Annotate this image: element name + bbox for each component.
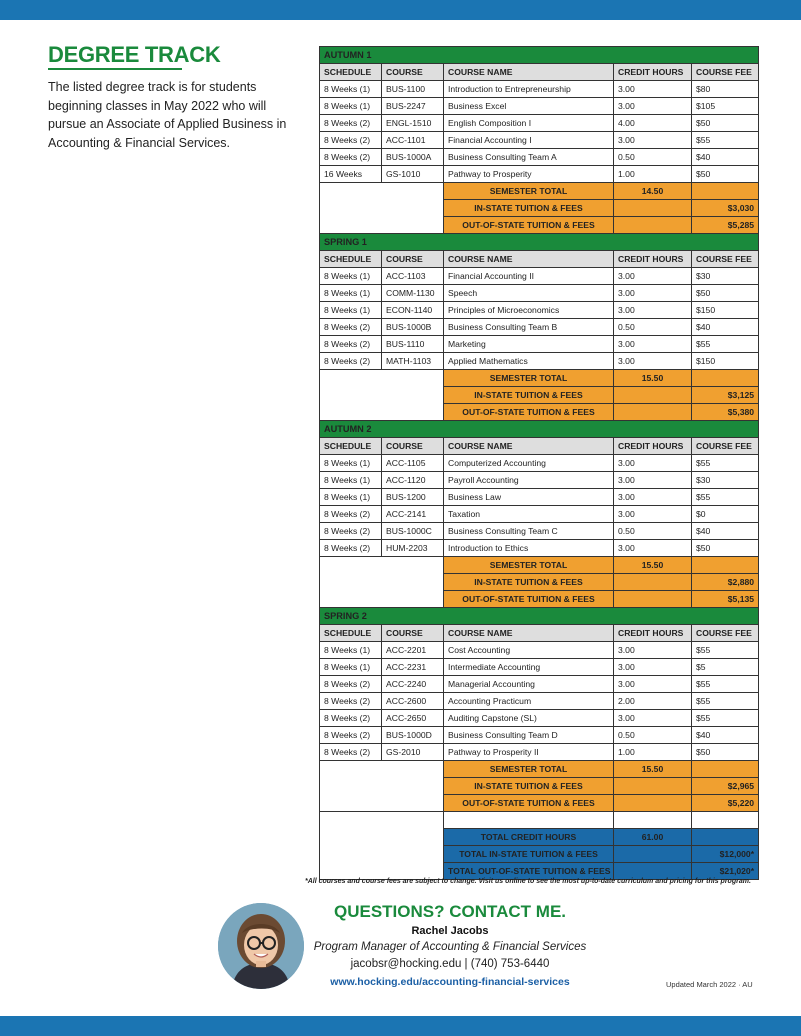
course-fee-cell: $55 (692, 710, 759, 727)
course-name-cell: Business Consulting Team B (444, 319, 614, 336)
credit-hours-cell: 0.50 (614, 523, 692, 540)
table-row (320, 149, 759, 166)
table-row (320, 319, 759, 336)
course-code-cell: ACC-2240 (382, 676, 444, 693)
schedule-cell: 8 Weeks (1) (320, 642, 382, 659)
course-fee-cell: $55 (692, 693, 759, 710)
out-state-label: OUT-OF-STATE TUITION & FEES (444, 591, 614, 608)
course-name-cell: Pathway to Prosperity (444, 166, 614, 183)
course-fee-cell: $40 (692, 149, 759, 166)
credit-hours-cell: 3.00 (614, 302, 692, 319)
column-header-course-name: COURSE NAME (444, 251, 614, 268)
out-state-label: OUT-OF-STATE TUITION & FEES (444, 795, 614, 812)
disclaimer-note: *All courses and course fees are subject to change. Visit us online to see the most up-to-date curriculum and pricing for this program. (305, 878, 751, 885)
course-code-cell: ACC-1105 (382, 455, 444, 472)
course-fee-cell: $30 (692, 268, 759, 285)
course-fee-cell: $50 (692, 540, 759, 557)
empty-total-cell (614, 591, 692, 608)
schedule-cell: 8 Weeks (2) (320, 336, 382, 353)
in-state-value: $2,880 (692, 574, 759, 591)
credit-hours-cell: 3.00 (614, 710, 692, 727)
contact-role: Program Manager of Accounting & Financial Services (313, 941, 587, 953)
contact-avatar (218, 903, 304, 989)
empty-total-cell (692, 183, 759, 200)
table-row (320, 540, 759, 557)
contact-email-phone[interactable]: jacobsr@hocking.edu | (740) 753-6440 (350, 958, 550, 970)
semester-title: SPRING 2 (320, 608, 759, 625)
schedule-cell: 8 Weeks (1) (320, 302, 382, 319)
course-name-cell: Business Consulting Team C (444, 523, 614, 540)
schedule-cell: 8 Weeks (1) (320, 489, 382, 506)
course-name-cell: Pathway to Prosperity II (444, 744, 614, 761)
semester-total-row (320, 557, 759, 574)
grand-total-label: TOTAL IN-STATE TUITION & FEES (444, 846, 614, 863)
course-name-cell: Intermediate Accounting (444, 659, 614, 676)
schedule-cell: 16 Weeks (320, 166, 382, 183)
course-name-cell: Business Consulting Team D (444, 727, 614, 744)
schedule-cell: 8 Weeks (2) (320, 319, 382, 336)
schedule-cell: 8 Weeks (1) (320, 472, 382, 489)
table-row (320, 268, 759, 285)
course-code-cell: ACC-2231 (382, 659, 444, 676)
table-row (320, 353, 759, 370)
course-fee-cell: $40 (692, 523, 759, 540)
grand-total-fee (692, 829, 759, 846)
credit-hours-cell: 3.00 (614, 353, 692, 370)
course-name-cell: Cost Accounting (444, 642, 614, 659)
course-code-cell: BUS-1100 (382, 81, 444, 98)
semester-header (320, 234, 759, 251)
table-row (320, 472, 759, 489)
column-header-credit-hours: CREDIT HOURS (614, 64, 692, 81)
table-row (320, 676, 759, 693)
semester-total-value: 15.50 (614, 761, 692, 778)
blank-cell (444, 812, 614, 829)
credit-hours-cell: 3.00 (614, 98, 692, 115)
schedule-cell: 8 Weeks (1) (320, 285, 382, 302)
course-name-cell: Business Law (444, 489, 614, 506)
in-state-label: IN-STATE TUITION & FEES (444, 778, 614, 795)
credit-hours-cell: 3.00 (614, 659, 692, 676)
table-row (320, 455, 759, 472)
schedule-cell: 8 Weeks (2) (320, 710, 382, 727)
schedule-cell: 8 Weeks (2) (320, 149, 382, 166)
column-header-course-code: COURSE (382, 64, 444, 81)
column-header-credit-hours: CREDIT HOURS (614, 625, 692, 642)
course-name-cell: Payroll Accounting (444, 472, 614, 489)
column-header-schedule: SCHEDULE (320, 251, 382, 268)
column-header-schedule: SCHEDULE (320, 625, 382, 642)
course-name-cell: Computerized Accounting (444, 455, 614, 472)
schedule-cell: 8 Weeks (2) (320, 506, 382, 523)
course-code-cell: GS-1010 (382, 166, 444, 183)
grand-total-label: TOTAL OUT-OF-STATE TUITION & FEES (444, 863, 614, 880)
degree-track-table (319, 46, 759, 880)
credit-hours-cell: 3.00 (614, 489, 692, 506)
course-name-cell: Auditing Capstone (SL) (444, 710, 614, 727)
schedule-cell: 8 Weeks (2) (320, 353, 382, 370)
empty-total-cell (692, 557, 759, 574)
blank-cell (692, 812, 759, 829)
credit-hours-cell: 3.00 (614, 285, 692, 302)
course-name-cell: Speech (444, 285, 614, 302)
empty-total-cell (692, 370, 759, 387)
course-name-cell: Financial Accounting II (444, 268, 614, 285)
out-state-value: $5,135 (692, 591, 759, 608)
credit-hours-cell: 3.00 (614, 676, 692, 693)
table-row (320, 693, 759, 710)
column-header-credit-hours: CREDIT HOURS (614, 438, 692, 455)
course-fee-cell: $30 (692, 472, 759, 489)
course-fee-cell: $150 (692, 302, 759, 319)
course-code-cell: ENGL-1510 (382, 115, 444, 132)
credit-hours-cell: 3.00 (614, 455, 692, 472)
table-row (320, 710, 759, 727)
schedule-cell: 8 Weeks (2) (320, 540, 382, 557)
course-fee-cell: $105 (692, 98, 759, 115)
semester-header (320, 47, 759, 64)
course-code-cell: BUS-1000C (382, 523, 444, 540)
semester-title: AUTUMN 2 (320, 421, 759, 438)
semester-total-label: SEMESTER TOTAL (444, 370, 614, 387)
course-fee-cell: $50 (692, 115, 759, 132)
in-state-value: $3,125 (692, 387, 759, 404)
column-header-row (320, 438, 759, 455)
column-header-schedule: SCHEDULE (320, 438, 382, 455)
course-fee-cell: $55 (692, 642, 759, 659)
course-fee-cell: $55 (692, 676, 759, 693)
title-underline (48, 68, 182, 70)
semester-total-label: SEMESTER TOTAL (444, 183, 614, 200)
semester-title: SPRING 1 (320, 234, 759, 251)
contact-heading: QUESTIONS? CONTACT ME. (333, 902, 566, 921)
column-header-course-code: COURSE (382, 251, 444, 268)
course-name-cell: Business Consulting Team A (444, 149, 614, 166)
in-state-value: $2,965 (692, 778, 759, 795)
column-header-row (320, 625, 759, 642)
course-name-cell: Business Excel (444, 98, 614, 115)
person-photo-icon (218, 903, 304, 989)
out-state-value: $5,380 (692, 404, 759, 421)
course-name-cell: Accounting Practicum (444, 693, 614, 710)
empty-total-cell (614, 200, 692, 217)
in-state-label: IN-STATE TUITION & FEES (444, 200, 614, 217)
table-row (320, 489, 759, 506)
course-fee-cell: $50 (692, 744, 759, 761)
credit-hours-cell: 4.00 (614, 115, 692, 132)
grand-total-fee: $12,000* (692, 846, 759, 863)
grand-total-credit (614, 846, 692, 863)
semester-total-value: 14.50 (614, 183, 692, 200)
course-name-cell: Introduction to Entrepreneurship (444, 81, 614, 98)
course-fee-cell: $40 (692, 319, 759, 336)
course-code-cell: BUS-2247 (382, 98, 444, 115)
course-fee-cell: $150 (692, 353, 759, 370)
course-fee-cell: $5 (692, 659, 759, 676)
credit-hours-cell: 3.00 (614, 642, 692, 659)
in-state-label: IN-STATE TUITION & FEES (444, 574, 614, 591)
table-row (320, 336, 759, 353)
grand-total-credit: 61.00 (614, 829, 692, 846)
semester-total-row (320, 183, 759, 200)
column-header-course-name: COURSE NAME (444, 64, 614, 81)
course-code-cell: ACC-2600 (382, 693, 444, 710)
semester-header (320, 608, 759, 625)
table-row (320, 285, 759, 302)
table-row (320, 523, 759, 540)
column-header-course-code: COURSE (382, 438, 444, 455)
column-header-course-fee: COURSE FEE (692, 625, 759, 642)
column-header-course-name: COURSE NAME (444, 625, 614, 642)
course-code-cell: BUS-1200 (382, 489, 444, 506)
credit-hours-cell: 2.00 (614, 693, 692, 710)
empty-total-cell (692, 761, 759, 778)
course-name-cell: Managerial Accounting (444, 676, 614, 693)
column-header-course-fee: COURSE FEE (692, 438, 759, 455)
course-code-cell: BUS-1000B (382, 319, 444, 336)
schedule-cell: 8 Weeks (2) (320, 676, 382, 693)
course-fee-cell: $50 (692, 285, 759, 302)
course-code-cell: ECON-1140 (382, 302, 444, 319)
table-row (320, 115, 759, 132)
course-code-cell: ACC-2141 (382, 506, 444, 523)
table-row (320, 642, 759, 659)
out-state-label: OUT-OF-STATE TUITION & FEES (444, 217, 614, 234)
blank-cell (320, 183, 444, 234)
schedule-cell: 8 Weeks (1) (320, 268, 382, 285)
column-header-row (320, 251, 759, 268)
blank-cell (320, 370, 444, 421)
grand-total-credit (614, 863, 692, 880)
column-header-course-fee: COURSE FEE (692, 251, 759, 268)
out-state-value: $5,285 (692, 217, 759, 234)
course-code-cell: HUM-2203 (382, 540, 444, 557)
blank-cell (320, 761, 444, 812)
schedule-cell: 8 Weeks (2) (320, 523, 382, 540)
credit-hours-cell: 3.00 (614, 268, 692, 285)
credit-hours-cell: 3.00 (614, 132, 692, 149)
table-row (320, 744, 759, 761)
semester-total-row (320, 370, 759, 387)
column-header-row (320, 64, 759, 81)
course-fee-cell: $55 (692, 455, 759, 472)
course-fee-cell: $0 (692, 506, 759, 523)
course-code-cell: ACC-1120 (382, 472, 444, 489)
schedule-cell: 8 Weeks (2) (320, 115, 382, 132)
table-row (320, 659, 759, 676)
empty-total-cell (614, 795, 692, 812)
column-header-credit-hours: CREDIT HOURS (614, 251, 692, 268)
semester-total-label: SEMESTER TOTAL (444, 557, 614, 574)
course-code-cell: ACC-1103 (382, 268, 444, 285)
page-title: DEGREE TRACK (48, 42, 221, 67)
course-code-cell: MATH-1103 (382, 353, 444, 370)
credit-hours-cell: 1.00 (614, 744, 692, 761)
column-header-course-code: COURSE (382, 625, 444, 642)
empty-total-cell (614, 778, 692, 795)
course-code-cell: GS-2010 (382, 744, 444, 761)
schedule-cell: 8 Weeks (2) (320, 727, 382, 744)
credit-hours-cell: 3.00 (614, 472, 692, 489)
semester-total-row (320, 761, 759, 778)
course-fee-cell: $80 (692, 81, 759, 98)
course-fee-cell: $55 (692, 336, 759, 353)
semester-title: AUTUMN 1 (320, 47, 759, 64)
table-row (320, 727, 759, 744)
schedule-cell: 8 Weeks (1) (320, 98, 382, 115)
spacer-row (320, 812, 759, 829)
schedule-cell: 8 Weeks (1) (320, 81, 382, 98)
program-website-link[interactable]: www.hocking.edu/accounting-financial-services (330, 976, 570, 988)
updated-date: Updated March 2022 · AU (666, 980, 753, 989)
empty-total-cell (614, 574, 692, 591)
in-state-label: IN-STATE TUITION & FEES (444, 387, 614, 404)
table-row (320, 506, 759, 523)
course-name-cell: Marketing (444, 336, 614, 353)
course-name-cell: Financial Accounting I (444, 132, 614, 149)
empty-total-cell (614, 217, 692, 234)
course-name-cell: Applied Mathematics (444, 353, 614, 370)
course-name-cell: Introduction to Ethics (444, 540, 614, 557)
table-row (320, 98, 759, 115)
credit-hours-cell: 0.50 (614, 727, 692, 744)
credit-hours-cell: 3.00 (614, 540, 692, 557)
course-fee-cell: $55 (692, 132, 759, 149)
table-row (320, 81, 759, 98)
course-fee-cell: $50 (692, 166, 759, 183)
course-code-cell: COMM-1130 (382, 285, 444, 302)
table-row (320, 132, 759, 149)
bottom-banner-bar (0, 1016, 801, 1036)
empty-total-cell (614, 404, 692, 421)
course-code-cell: ACC-2650 (382, 710, 444, 727)
semester-header (320, 421, 759, 438)
blank-cell (614, 812, 692, 829)
semester-total-label: SEMESTER TOTAL (444, 761, 614, 778)
course-name-cell: Taxation (444, 506, 614, 523)
schedule-cell: 8 Weeks (2) (320, 744, 382, 761)
schedule-cell: 8 Weeks (1) (320, 455, 382, 472)
out-state-label: OUT-OF-STATE TUITION & FEES (444, 404, 614, 421)
credit-hours-cell: 0.50 (614, 149, 692, 166)
table-row (320, 302, 759, 319)
course-code-cell: ACC-1101 (382, 132, 444, 149)
grand-total-fee: $21,020* (692, 863, 759, 880)
grand-total-label: TOTAL CREDIT HOURS (444, 829, 614, 846)
table-row (320, 166, 759, 183)
column-header-course-name: COURSE NAME (444, 438, 614, 455)
course-name-cell: English Composition I (444, 115, 614, 132)
column-header-schedule: SCHEDULE (320, 64, 382, 81)
in-state-value: $3,030 (692, 200, 759, 217)
column-header-course-fee: COURSE FEE (692, 64, 759, 81)
blank-cell (320, 557, 444, 608)
schedule-cell: 8 Weeks (2) (320, 693, 382, 710)
blank-cell (320, 812, 444, 880)
course-code-cell: BUS-1110 (382, 336, 444, 353)
schedule-cell: 8 Weeks (1) (320, 659, 382, 676)
out-state-value: $5,220 (692, 795, 759, 812)
course-name-cell: Principles of Microeconomics (444, 302, 614, 319)
empty-total-cell (614, 387, 692, 404)
credit-hours-cell: 0.50 (614, 319, 692, 336)
course-code-cell: ACC-2201 (382, 642, 444, 659)
course-fee-cell: $55 (692, 489, 759, 506)
top-banner-bar (0, 0, 801, 20)
credit-hours-cell: 1.00 (614, 166, 692, 183)
course-code-cell: BUS-1000A (382, 149, 444, 166)
credit-hours-cell: 3.00 (614, 81, 692, 98)
semester-total-value: 15.50 (614, 370, 692, 387)
schedule-cell: 8 Weeks (2) (320, 132, 382, 149)
course-code-cell: BUS-1000D (382, 727, 444, 744)
intro-paragraph: The listed degree track is for students beginning classes in May 2022 who will pursue an Associate of Applied Business in Accounting & Financial Services. (48, 80, 287, 150)
contact-name: Rachel Jacobs (411, 925, 489, 937)
credit-hours-cell: 3.00 (614, 506, 692, 523)
semester-total-value: 15.50 (614, 557, 692, 574)
credit-hours-cell: 3.00 (614, 336, 692, 353)
course-fee-cell: $40 (692, 727, 759, 744)
